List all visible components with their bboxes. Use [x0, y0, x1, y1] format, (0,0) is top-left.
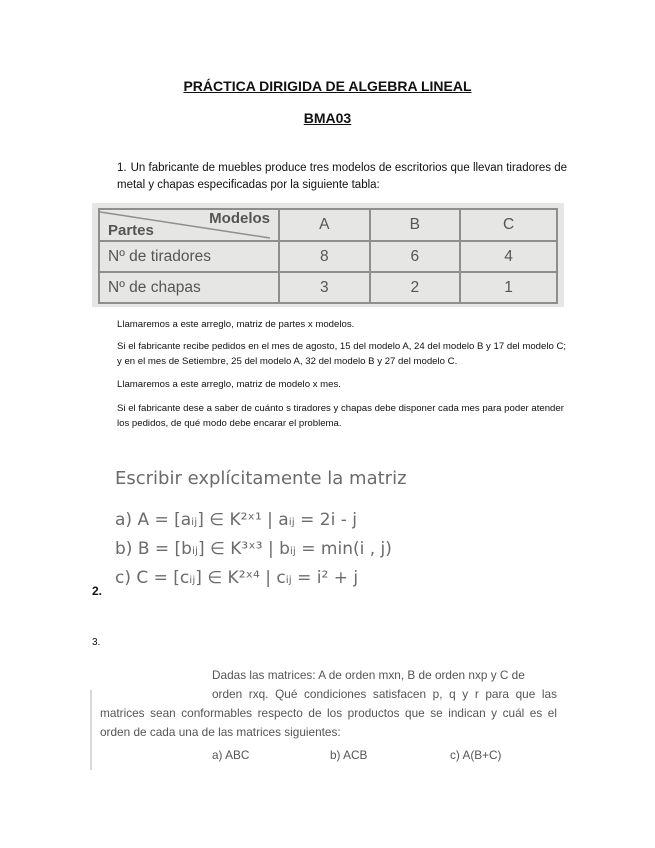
- column-header: C: [460, 209, 557, 241]
- row-label: Nº de chapas: [99, 272, 279, 303]
- problem-3-option-b: b) ACB: [330, 748, 368, 762]
- column-header: A: [279, 209, 370, 241]
- table-cell: 6: [370, 241, 461, 272]
- table-row: [99, 272, 557, 303]
- row-label: Nº de tiradores: [99, 241, 279, 272]
- table-corner-cell: [99, 209, 279, 241]
- problem-3-text-line: orden de cada una de las matrices siguientes:: [100, 725, 341, 739]
- corner-label-modelos: Modelos: [209, 210, 270, 227]
- problem-3-text-line: Dadas las matrices: A de orden mxn, B de orden nxp y C de: [212, 668, 525, 682]
- corner-label-partes: Partes: [108, 222, 154, 239]
- table-cell: 3: [279, 272, 370, 303]
- matrix-exercise-heading: Escribir explícitamente la matriz: [115, 468, 407, 489]
- problem-3-text-line: matrices sean conformables respecto de los productos que se indican y cuál es el: [100, 706, 557, 720]
- matrix-item-a: a) A = [aᵢⱼ] ∈ K²ˣ¹ | aᵢⱼ = 2i - j: [115, 510, 357, 530]
- problem-2-number: 2.: [92, 584, 103, 598]
- paragraph: Si el fabricante dese a saber de cuánto s tiradores y chapas debe disponer cada mes para poder atender los pedidos, de qué modo debe encarar el problema.: [117, 403, 564, 429]
- problem-1-statement: [117, 160, 567, 194]
- paragraph: Llamaremos a este arreglo, matriz de partes x modelos.: [117, 319, 355, 330]
- problem-3-option-a: a) ABC: [212, 748, 250, 762]
- table-cell: 8: [279, 241, 370, 272]
- table-cell: 2: [370, 272, 461, 303]
- problem-3-text-line: orden rxq. Qué condiciones satisfacen p, q y r para que las: [212, 687, 557, 701]
- parts-models-table: [98, 208, 558, 304]
- problem-3-option-c: c) A(B+C): [450, 748, 502, 762]
- table-row: [99, 241, 557, 272]
- course-code: BMA03: [303, 110, 352, 126]
- page-title: PRÁCTICA DIRIGIDA DE ALGEBRA LINEAL: [183, 78, 472, 94]
- problem-1-number: 1.: [117, 162, 127, 174]
- paragraph: Si el fabricante recibe pedidos en el mes de agosto, 15 del modelo A, 24 del modelo B y 17 del modelo C; y en el mes de Setiembre, 25 del modelo A, 32 del modelo B y 27 del modelo C.: [117, 341, 567, 367]
- problem-3-number: 3.: [92, 637, 101, 648]
- table-cell: 4: [460, 241, 557, 272]
- matrix-item-b: b) B = [bᵢⱼ] ∈ K³ˣ³ | bᵢⱼ = min(i , j): [115, 539, 392, 559]
- column-header: B: [370, 209, 461, 241]
- parts-models-table-image: [92, 203, 564, 307]
- matrix-item-c: c) C = [cᵢⱼ] ∈ K²ˣ⁴ | cᵢⱼ = i² + j: [115, 568, 359, 588]
- paragraph: Llamaremos a este arreglo, matriz de modelo x mes.: [117, 379, 341, 390]
- scan-edge-divider: [90, 690, 92, 770]
- table-cell: 1: [460, 272, 557, 303]
- problem-1-text: Un fabricante de muebles produce tres modelos de escritorios que llevan tiradores de metal y chapas especificadas por la siguiente tabla:: [117, 162, 567, 191]
